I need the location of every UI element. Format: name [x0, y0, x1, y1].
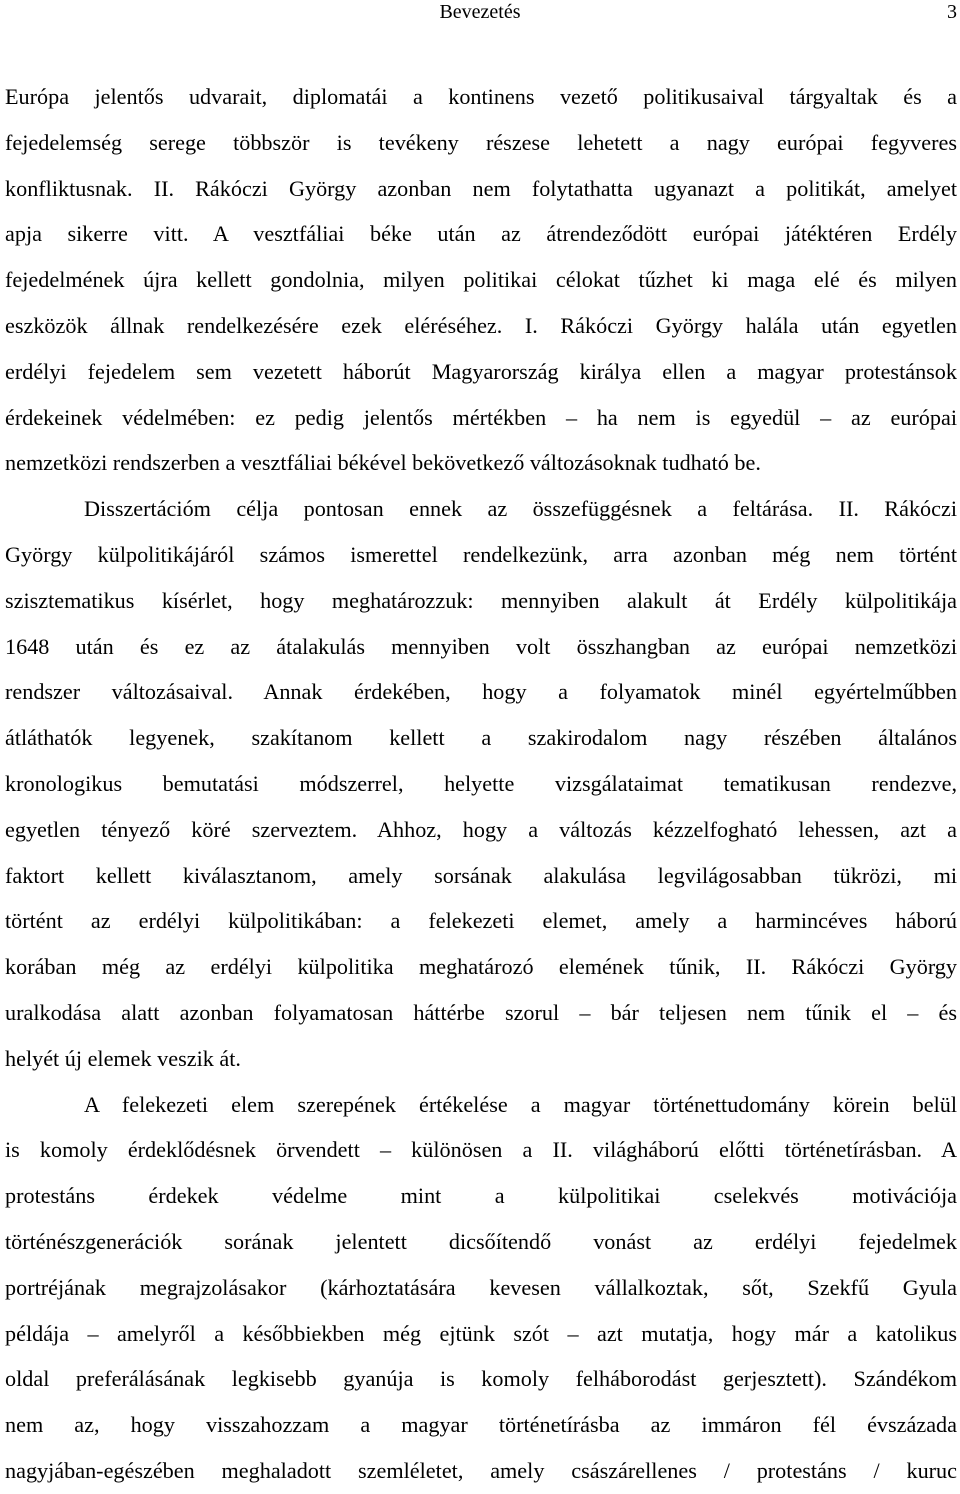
paragraph-3 — [5, 1082, 957, 1494]
text-line: fejedelmének újra kellett gondolnia, milyen politikai célokat tűzhet ki maga elé és milyen — [5, 267, 957, 293]
text-line: uralkodása alatt azonban folyamatosan háttérbe szorul – bár teljesen nem tűnik el – és — [5, 999, 957, 1025]
text-line: rendszer változásaival. Annak érdekében, hogy a folyamatok minél egyértelműbben — [5, 679, 957, 705]
running-header — [0, 0, 960, 24]
text-line: történt az erdélyi külpolitikában: a felekezeti elemet, amely a harmincéves háború — [5, 908, 957, 934]
text-line: Disszertációm célja pontosan ennek az összefüggésnek a feltárása. II. Rákóczi — [84, 496, 957, 522]
body-text — [5, 74, 957, 1494]
text-line: szisztematikus kísérlet, hogy meghatározzuk: mennyiben alakult át Erdély külpolitikája — [5, 587, 957, 613]
text-line: nagyjában-egészében meghaladott szemléletet, amely császárellenes / protestáns / kuruc — [5, 1457, 957, 1483]
text-line: faktort kellett kiválasztanom, amely sorsának alakulása legvilágosabban tükrözi, mi — [5, 862, 957, 888]
text-line: kronologikus bemutatási módszerrel, helyette vizsgálataimat tematikusan rendezve, — [5, 770, 957, 796]
text-line: helyét új elemek veszik át. — [5, 1045, 241, 1071]
text-line: nem az, hogy visszahozzam a magyar történetírásba az immáron fél évszázada — [5, 1412, 957, 1438]
text-line: fejedelemség serege többször is tevékeny részese lehetett a nagy európai fegyveres — [5, 129, 957, 155]
text-line: történészgenerációk sorának jelentett dicsőítendő vonást az erdélyi fejedelmek — [5, 1228, 957, 1254]
text-line: portréjának megrajzolásakor (kárhoztatására kevesen vállalkoztak, sőt, Szekfű Gyula — [5, 1274, 957, 1300]
text-line: oldal preferálásának legkisebb gyanúja is komoly felháborodást gerjesztett). Szándékom — [5, 1366, 957, 1392]
text-line: György külpolitikájáról számos ismerettel rendelkezünk, arra azonban még nem történt — [5, 541, 957, 567]
text-line: protestáns érdekek védelme mint a külpolitikai cselekvés motivációja — [5, 1183, 957, 1209]
text-line: nemzetközi rendszerben a vesztfáliai békével bekövetkező változásoknak tudható be. — [5, 450, 761, 476]
paragraph-2 — [5, 486, 957, 1081]
text-line: is komoly érdeklődésnek örvendett – különösen a II. világháború előtti történetírásban. A — [5, 1137, 957, 1163]
text-line: példája – amelyről a későbbiekben még ejtünk szót – azt mutatja, hogy már a katolikus — [5, 1320, 957, 1346]
text-line: A felekezeti elem szerepének értékelése a magyar történettudomány körein belül — [84, 1091, 957, 1117]
page-number: 3 — [947, 1, 957, 23]
text-line: erdélyi fejedelem sem vezetett háborút Magyarország királya ellen a magyar protestánsok — [5, 358, 957, 384]
running-title: Bevezetés — [439, 1, 521, 23]
text-line: eszközök állnak rendelkezésére ezek eléréséhez. I. Rákóczi György halála után egyetlen — [5, 312, 957, 338]
text-line: érdekeinek védelmében: ez pedig jelentős mértékben – ha nem is egyedül – az európai — [5, 404, 957, 430]
text-line: egyetlen tényező köré szerveztem. Ahhoz, hogy a változás kézzelfogható lehessen, azt a — [5, 816, 957, 842]
paragraph-1 — [5, 74, 957, 486]
text-line: 1648 után és ez az átalakulás mennyiben volt összhangban az európai nemzetközi — [5, 633, 957, 659]
text-line: apja sikerre vitt. A vesztfáliai béke után az átrendeződött európai játéktéren Erdély — [5, 221, 957, 247]
text-line: korában még az erdélyi külpolitika meghatározó elemének tűnik, II. Rákóczi György — [5, 954, 957, 980]
text-line: átláthatók legyenek, szakítanom kellett a szakirodalom nagy részében általános — [5, 725, 957, 751]
text-line: konfliktusnak. II. Rákóczi György azonban nem folytathatta ugyanazt a politikát, amelyet — [5, 175, 957, 201]
text-line: Európa jelentős udvarait, diplomatái a kontinens vezető politikusaival tárgyaltak és a — [5, 84, 957, 109]
